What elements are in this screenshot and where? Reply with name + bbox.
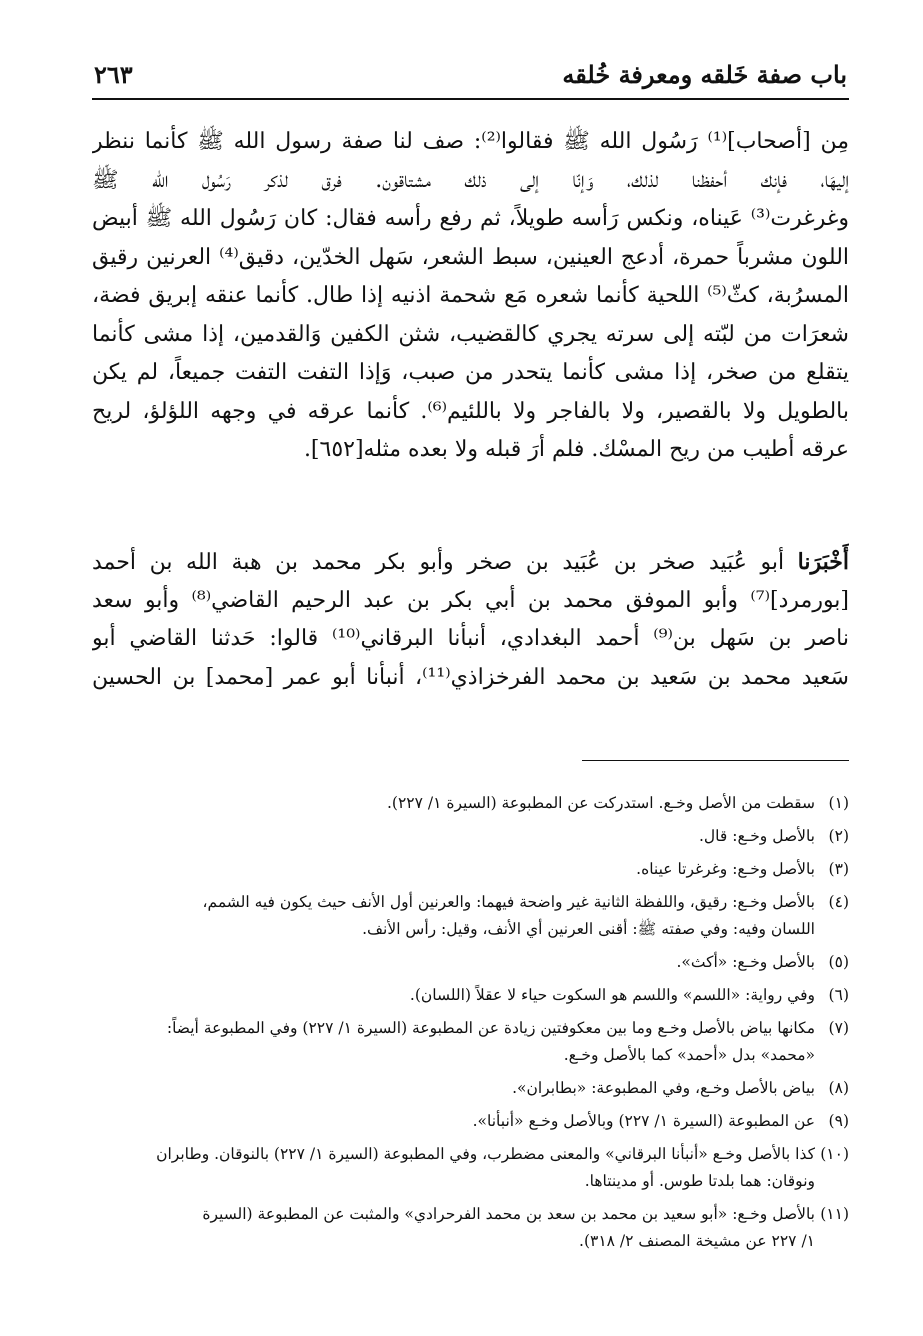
footnote-line: ١/ ٢٢٧ عن مشيخة المصنف ٢/ ٣١٨). xyxy=(579,1232,815,1250)
paragraph-line: يتقلع من صخر، إذا مشى كأنما يتحدر من صبب، وَإذا التفت التفت جميعاً، لم يكن xyxy=(92,360,849,385)
chapter-title: باب صفة خَلقه ومعرفة خُلقه xyxy=(562,60,847,89)
footnote-separator xyxy=(582,760,849,761)
footnotes xyxy=(92,790,849,1261)
paragraph-line xyxy=(92,543,849,582)
footnote xyxy=(92,1141,849,1195)
isnad-lead-word: أَخْبَرَنا xyxy=(797,549,849,575)
paragraph-line: إليهَا، فإنك أحفظنا لذلك، وَإنّا إلى ذلك مشتاقون. فرق لذكر رَسُول الله ﷺ xyxy=(92,167,849,193)
paragraph-line: بالطويل ولا بالقصير، ولا بالفاجر ولا باللئيم⁽⁶⁾. كأنما عرقه في وجهه اللؤلؤ، لريح xyxy=(92,398,849,424)
page-number: ٢٦٣ xyxy=(94,60,133,89)
footnote xyxy=(92,949,849,976)
footnote-text: بياض بالأصل وخـع، وفي المطبوعة: «بطابران». xyxy=(512,1079,815,1097)
paragraph-line: اللون مشرباً حمرة، أدعج العينين، سبط الشعر، سَهل الخدّين، دقيق⁽⁴⁾ العرنين رقيق xyxy=(92,244,849,270)
footnote xyxy=(92,1108,849,1135)
footnote-line xyxy=(92,823,849,850)
paragraph-2 xyxy=(92,543,849,697)
footnote xyxy=(92,1201,849,1255)
footnote-text: مكانها بياض بالأصل وخـع وما بين معكوفتين زيادة عن المطبوعة (السيرة ١/ ٢٢٧) وفي المطبوعة أيضاً: xyxy=(166,1019,815,1037)
footnote-line xyxy=(92,1201,849,1228)
footnote-line: ونوقان: هما بلدتا طوس. أو مدينتاها. xyxy=(584,1172,815,1190)
footnote-line: اللسان وفيه: وفي صفته ﷺ: أقنى العرنين أي الأنف، وقيل: رأس الأنف. xyxy=(362,920,815,938)
footnote-number: (٥) xyxy=(828,953,849,971)
footnote-line xyxy=(92,1015,849,1042)
footnote-line xyxy=(92,1075,849,1102)
running-header xyxy=(92,52,849,96)
footnote-line xyxy=(92,982,849,1009)
paragraph-line-text: أبو عُبَيد صخر بن عُبَيد بن صخر وأبو بكر محمد بن هبة الله بن أحمد xyxy=(92,550,798,575)
footnote-number: (٢) xyxy=(828,827,849,845)
footnote-line: «محمد» بدل «أحمد» كما بالأصل وخـع. xyxy=(563,1046,815,1064)
footnote-number: (١١) xyxy=(820,1205,849,1223)
paragraph-line: وغرغرت⁽³⁾ عَيناه، ونكس رَأسه طويلاً، ثم رفع رأسه فقال: كان رَسُول الله ﷺ أبيض xyxy=(92,206,849,231)
paragraph-line: سَعيد محمد بن سَعيد بن محمد الفرخزاذي⁽¹¹⁾، أنبأنا أبو عمر [محمد] بن الحسين xyxy=(92,664,849,690)
footnote-text: بالأصل وخـع: قال. xyxy=(698,827,815,845)
footnote-number: (٤) xyxy=(828,893,849,911)
header-rule xyxy=(92,98,849,100)
footnote-text: كذا بالأصل وخـع «أنبأنا البرقاني» والمعنى مضطرب، وفي المطبوعة (السيرة ١/ ٢٢٧) بالنوقان. وطابران xyxy=(156,1145,815,1163)
footnote xyxy=(92,1015,849,1069)
paragraph-line: عرقه أطيب من ريح المسْك. فلم أرَ قبله ولا بعده مثله[٦٥٢]. xyxy=(303,437,849,462)
paragraph-1 xyxy=(92,123,849,470)
footnote-text: وفي رواية: «اللسم» واللسم هو السكوت حياء لا عقلاً (اللسان). xyxy=(409,986,815,1004)
paragraph-line: المسرُبة، كثّ⁽⁵⁾ اللحية كأنما شعره مَع شحمة اذنيه إذا طال. كأنما عنقه إبريق فضة، xyxy=(92,283,849,308)
paragraph-line: شعرَات من لبّته إلى سرته يجري كالقضيب، شثن الكفين وَالقدمين، إذا مشى كأنما xyxy=(92,321,849,347)
footnote-number: (٦) xyxy=(828,986,849,1004)
footnote-number: (٩) xyxy=(828,1112,849,1130)
footnote xyxy=(92,790,849,817)
footnote-line xyxy=(92,1108,849,1135)
footnote-line xyxy=(92,790,849,817)
footnote-line xyxy=(92,1141,849,1168)
footnote-text: بالأصل وخـع: رقيق، واللفظة الثانية غير واضحة فيهما: والعرنين أول الأنف حيث يكون فيه الشمم، xyxy=(202,893,815,911)
footnote-number: (٣) xyxy=(828,860,849,878)
footnote-text: عن المطبوعة (السيرة ١/ ٢٢٧) وبالأصل وخـع «أنبأنا». xyxy=(472,1112,815,1130)
footnote xyxy=(92,1075,849,1102)
footnote xyxy=(92,982,849,1009)
footnote-text: سقطت من الأصل وخـع. استدركت عن المطبوعة (السيرة ١/ ٢٢٧). xyxy=(386,794,815,812)
footnote-text: بالأصل وخـع: «أبو سعيد بن محمد بن سعد بن محمد الفرحرادي» والمثبت عن المطبوعة (السيرة xyxy=(202,1205,815,1223)
paragraph-line: [بورمرد]⁽⁷⁾ وأبو الموفق محمد بن أبي بكر بن عبد الرحيم القاضي⁽⁸⁾ وأبو سعد xyxy=(92,587,849,613)
footnote-text: بالأصل وخـع: «أكث». xyxy=(676,953,815,971)
paragraph-line: ناصر بن سَهل بن⁽⁹⁾ أحمد البغدادي، أنبأنا البرقاني⁽¹⁰⁾ قالوا: حَدثنا القاضي أبو xyxy=(92,626,849,651)
footnote-number: (١) xyxy=(828,794,849,812)
footnote xyxy=(92,889,849,943)
footnote xyxy=(92,823,849,850)
footnote-number: (٧) xyxy=(828,1019,849,1037)
footnote-line xyxy=(92,889,849,916)
footnote-text: بالأصل وخـع: وغرغرتا عيناه. xyxy=(636,860,815,878)
footnote-number: (٨) xyxy=(828,1079,849,1097)
footnote-line xyxy=(92,856,849,883)
footnote-number: (١٠) xyxy=(820,1145,849,1163)
footnote-line xyxy=(92,949,849,976)
footnote xyxy=(92,856,849,883)
paragraph-line: مِن [أصحاب]⁽¹⁾ رَسُول الله ﷺ فقالوا⁽²⁾: صف لنا صفة رسول الله ﷺ كأنما ننظر xyxy=(92,129,849,154)
